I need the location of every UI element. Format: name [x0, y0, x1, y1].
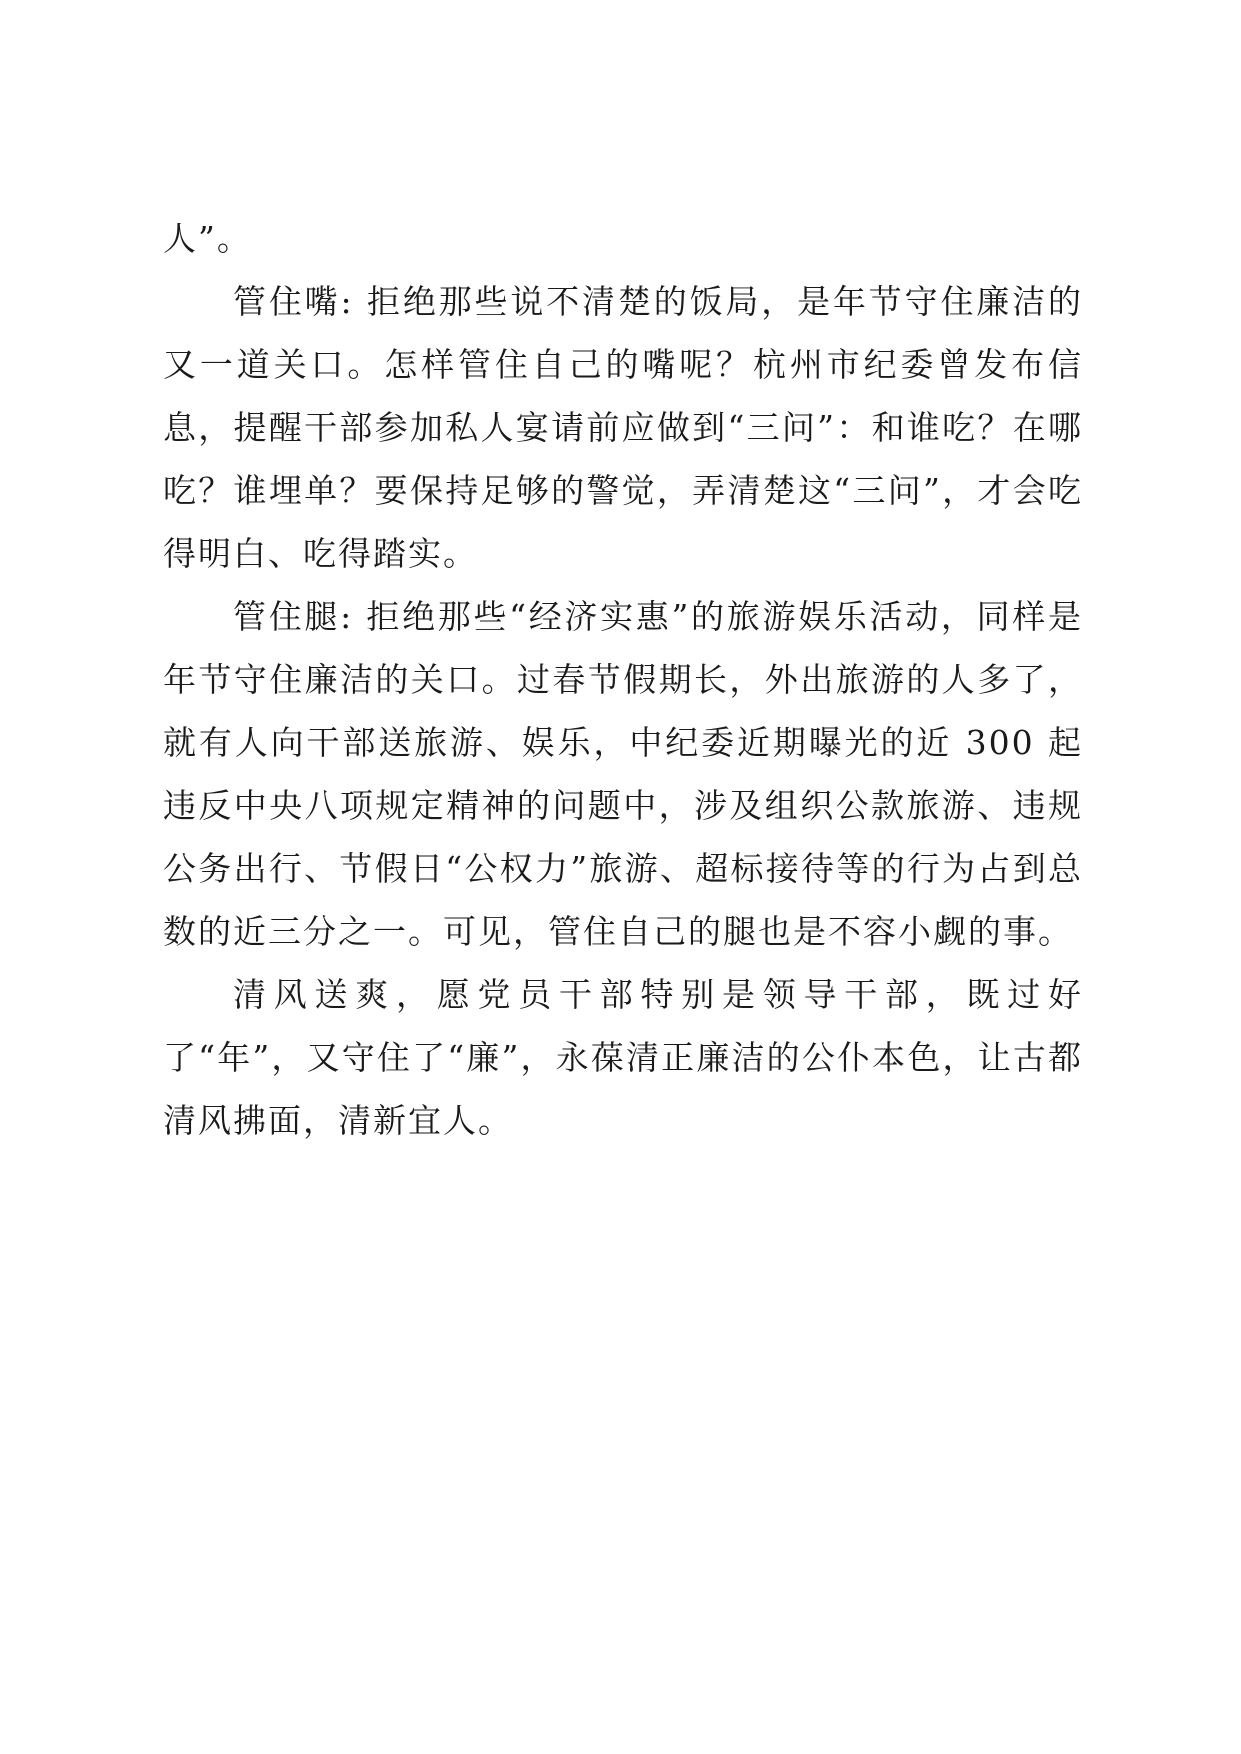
paragraph-guan-zhu-zui: 管住嘴: 拒绝那些说不清楚的饭局，是年节守住廉洁的又一道关口。怎样管住自己的嘴呢？杭州市纪委曾发布信息，提醒干部参加私人宴请前应做到“三问”：和谁吃？在哪吃？谁埋单？要保持足够的警觉，弄清楚这“三问”，才会吃得明白、吃得踏实。 — [163, 282, 1083, 573]
paragraph-guan-zhu-tui: 管住腿: 拒绝那些“经济实惠”的旅游娱乐活动，同样是年节守住廉洁的关口。过春节假期长，外出旅游的人多了，就有人向干部送旅游、娱乐，中纪委近期曝光的近 300 起违反中央八项规定精神的问题中，涉及组织公款旅游、违规公务出行、节假日“公权力”旅游、超标接待等的行为占到总数的近三分之一。可见，管住自己的腿也是不容小觑的事。 — [163, 597, 1083, 951]
paragraph-conclusion: 清风送爽，愿党员干部特别是领导干部，既过好了“年”，又守住了“廉”，永葆清正廉洁的公仆本色，让古都清风拂面，清新宜人。 — [163, 975, 1083, 1140]
body-text — [163, 207, 1083, 1152]
paragraph-continuation: 人”。 — [163, 219, 252, 258]
